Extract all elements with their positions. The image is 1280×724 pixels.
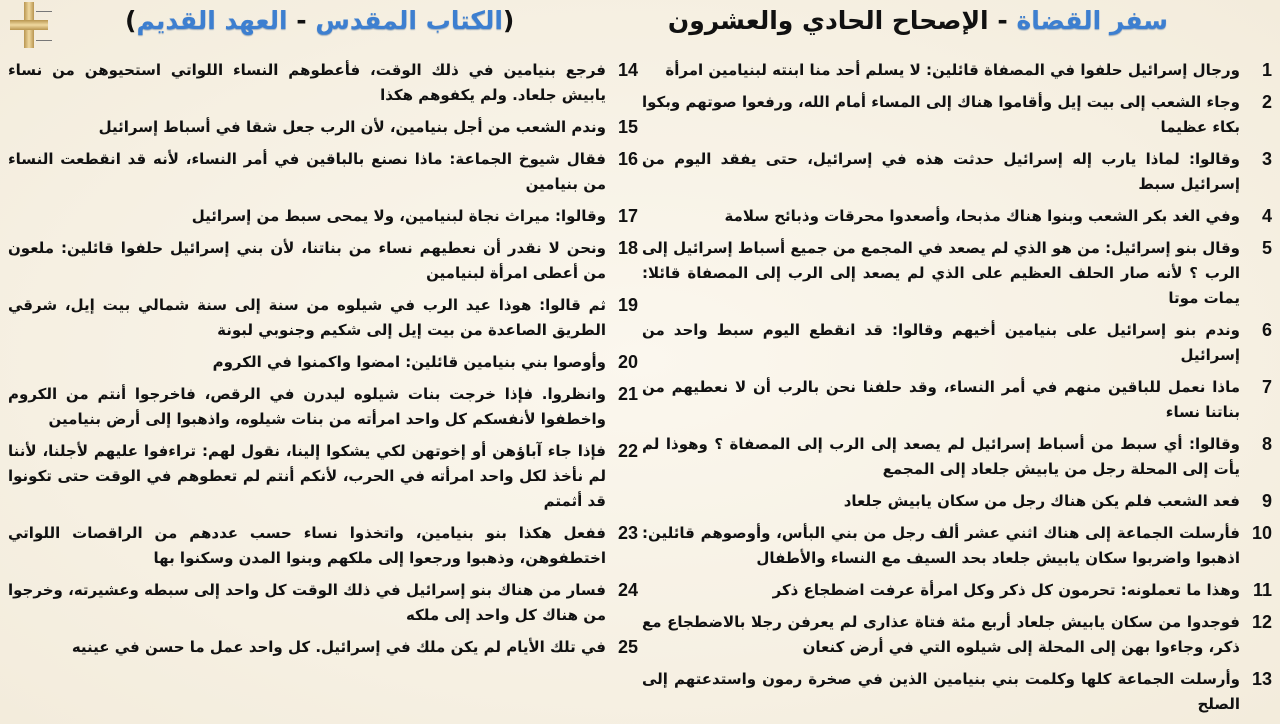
bible-label: الكتاب المقدس bbox=[315, 6, 503, 35]
verse-text: ورجال إسرائيل حلفوا في المصفاة قائلين: لا يسلم أحد منا ابنته لبنيامين امرأة bbox=[665, 61, 1240, 79]
verse-text: فإذا جاء آباؤهن أو إخوتهن لكي يشكوا إلينا، نقول لهم: تراءفوا عليهم لأجلنا، لأننا لم نأخذ لكل واحد امرأته في الحرب، لأنكم أنتم لم تعطوهم في الوقت حتى تكونوا قد أثمتم bbox=[8, 442, 606, 510]
verse-text: وهذا ما تعملونه: تحرمون كل ذكر وكل امرأة عرفت اضطجاع ذكر bbox=[772, 581, 1240, 599]
verse bbox=[8, 578, 638, 628]
verse bbox=[8, 350, 638, 375]
verse-number: 19 bbox=[617, 295, 638, 315]
verse-number: 8 bbox=[1261, 434, 1272, 454]
verses-column-right bbox=[642, 58, 1272, 724]
verse-text: وأرسلت الجماعة كلها وكلمت بني بنيامين الذين في صخرة رمون واستدعتهم إلى الصلح bbox=[642, 670, 1240, 713]
verse-number: 21 bbox=[617, 384, 638, 404]
verse bbox=[642, 204, 1272, 229]
verse-text: فقال شيوخ الجماعة: ماذا نصنع بالباقين في أمر النساء، لأنه قد انقطعت النساء من بنيامين bbox=[8, 150, 606, 193]
verse-number: 11 bbox=[1252, 580, 1272, 600]
chapter-name: - الإصحاح الحادي والعشرون bbox=[667, 6, 1008, 35]
verse-number: 5 bbox=[1261, 238, 1272, 258]
verse-text: في تلك الأيام لم يكن ملك في إسرائيل. كل واحد عمل ما حسن في عينيه bbox=[71, 638, 606, 656]
verse-number: 10 bbox=[1251, 523, 1272, 543]
verse-text: وأوصوا بني بنيامين قائلين: امضوا واكمنوا في الكروم bbox=[212, 353, 606, 371]
testament-label: العهد القديم bbox=[136, 6, 288, 35]
cross-logo-icon bbox=[6, 2, 52, 48]
verse-number: 4 bbox=[1261, 206, 1272, 226]
verse-number: 13 bbox=[1251, 669, 1272, 689]
verse-text: وقالوا: أي سبط من أسباط إسرائيل لم يصعد إلى الرب إلى المصفاة ؟ وهوذا لم يأت إلى المحلة رجل من يابيش جلعاد إلى المجمع bbox=[642, 435, 1240, 478]
header bbox=[0, 0, 1280, 52]
verse-number: 12 bbox=[1251, 612, 1272, 632]
verse bbox=[8, 521, 638, 571]
paren-open: ( bbox=[502, 6, 515, 35]
verse bbox=[8, 115, 638, 140]
verse bbox=[642, 489, 1272, 514]
verse bbox=[8, 635, 638, 660]
verse-number: 23 bbox=[617, 523, 638, 543]
verse-number: 16 bbox=[617, 149, 638, 169]
verse-number: 24 bbox=[617, 580, 638, 600]
verse bbox=[8, 147, 638, 197]
verse bbox=[642, 90, 1272, 140]
verse bbox=[642, 318, 1272, 368]
verse-number: 15 bbox=[617, 117, 638, 137]
verse-text: وقالوا: ميراث نجاة لبنيامين، ولا يمحى سبط من إسرائيل bbox=[191, 207, 606, 225]
book-name: سفر القضاة bbox=[1016, 6, 1168, 35]
verse-number: 6 bbox=[1261, 320, 1272, 340]
verse-number: 2 bbox=[1261, 92, 1272, 112]
verse-number: 18 bbox=[617, 238, 638, 258]
verse-number: 14 bbox=[617, 60, 638, 80]
verse-text: ففعل هكذا بنو بنيامين، واتخذوا نساء حسب عددهم من الراقصات اللواتي اختطفوهن، وذهبوا ورجعوا إلى ملكهم وبنوا المدن وسكنوا بها bbox=[8, 524, 606, 567]
verse bbox=[8, 439, 638, 514]
verse bbox=[642, 236, 1272, 311]
verse-number: 20 bbox=[617, 352, 638, 372]
verse bbox=[642, 432, 1272, 482]
verse-text: فرجع بنيامين في ذلك الوقت، فأعطوهم النساء اللواتي استحيوهن من نساء يابيش جلعاد. ولم يكفوهم هكذا bbox=[8, 61, 606, 104]
verses-column-left bbox=[8, 58, 638, 667]
verse-text: فوجدوا من سكان يابيش جلعاد أربع مئة فتاة عذارى لم يعرفن رجلا بالاضطجاع مع ذكر، وجاءوا بهن إلى المحلة إلى شيلوه التي في أرض كنعان bbox=[642, 613, 1240, 656]
verse-text: فعد الشعب فلم يكن هناك رجل من سكان يابيش جلعاد bbox=[843, 492, 1240, 510]
verse-text: وندم الشعب من أجل بنيامين، لأن الرب جعل شقا في أسباط إسرائيل bbox=[98, 118, 606, 136]
verse bbox=[8, 58, 638, 108]
verse-text: فسار من هناك بنو إسرائيل في ذلك الوقت كل واحد إلى سبطه وعشيرته، وخرجوا من هناك كل واحد إلى ملكه bbox=[8, 581, 606, 624]
verse-text: وجاء الشعب إلى بيت إيل وأقاموا هناك إلى المساء أمام الله، ورفعوا صوتهم وبكوا بكاء عظيما bbox=[642, 93, 1240, 136]
verse bbox=[8, 204, 638, 229]
verse-text: وانظروا. فإذا خرجت بنات شيلوه ليدرن في الرقص، فاخرجوا أنتم من الكروم واخطفوا لأنفسكم كل واحد امرأته من بنات شيلوه، واذهبوا إلى أرض بنيامين bbox=[8, 385, 606, 428]
verse bbox=[642, 578, 1272, 603]
verse-text: وفي الغد بكر الشعب وبنوا هناك مذبحا، وأصعدوا محرقات وذبائح سلامة bbox=[724, 207, 1240, 225]
verse bbox=[642, 147, 1272, 197]
verse-text: ثم قالوا: هوذا عيد الرب في شيلوه من سنة إلى سنة شمالي بيت إيل، شرقي الطريق الصاعدة من بيت إيل إلى شكيم وجنوبي لبونة bbox=[8, 296, 606, 339]
verse bbox=[642, 521, 1272, 571]
verse bbox=[8, 293, 638, 343]
verse bbox=[642, 667, 1272, 717]
verse-number: 25 bbox=[617, 637, 638, 657]
verse-number: 3 bbox=[1261, 149, 1272, 169]
verse-text: وندم بنو إسرائيل على بنيامين أخيهم وقالوا: قد انقطع اليوم سبط واحد من إسرائيل bbox=[642, 321, 1240, 364]
verse bbox=[8, 382, 638, 432]
verse-text: ماذا نعمل للباقين منهم في أمر النساء، وقد حلفنا نحن بالرب أن لا نعطيهم من بناتنا نساء bbox=[642, 378, 1240, 421]
verse-number: 17 bbox=[617, 206, 638, 226]
verse-text: وقال بنو إسرائيل: من هو الذي لم يصعد في المجمع من جميع أسباط إسرائيل إلى الرب ؟ لأنه صار الحلف العظيم على الذي لم يصعد إلى الرب إلى المصفاة قائلا: يمات موتا bbox=[642, 239, 1240, 307]
bible-title bbox=[125, 6, 514, 35]
verse bbox=[642, 610, 1272, 660]
chapter-title bbox=[668, 6, 1168, 35]
verse-number: 9 bbox=[1261, 491, 1272, 511]
verse bbox=[8, 236, 638, 286]
paren-close: ) bbox=[125, 6, 137, 35]
verse bbox=[642, 375, 1272, 425]
separator: - bbox=[287, 6, 316, 35]
verse-text: وقالوا: لماذا يارب إله إسرائيل حدثت هذه في إسرائيل، حتى يفقد اليوم من إسرائيل سبط bbox=[642, 150, 1240, 193]
verse-text: ونحن لا نقدر أن نعطيهم نساء من بناتنا، لأن بني إسرائيل حلفوا قائلين: ملعون من أعطى امرأة لبنيامين bbox=[8, 239, 606, 282]
verse bbox=[642, 58, 1272, 83]
verse-number: 1 bbox=[1261, 60, 1272, 80]
verse-text: فأرسلت الجماعة إلى هناك اثني عشر ألف رجل من بني البأس، وأوصوهم قائلين: اذهبوا واضربوا سكان يابيش جلعاد بحد السيف مع النساء والأطفال bbox=[642, 524, 1240, 567]
verse-number: 7 bbox=[1261, 377, 1272, 397]
verse-number: 22 bbox=[617, 441, 638, 461]
